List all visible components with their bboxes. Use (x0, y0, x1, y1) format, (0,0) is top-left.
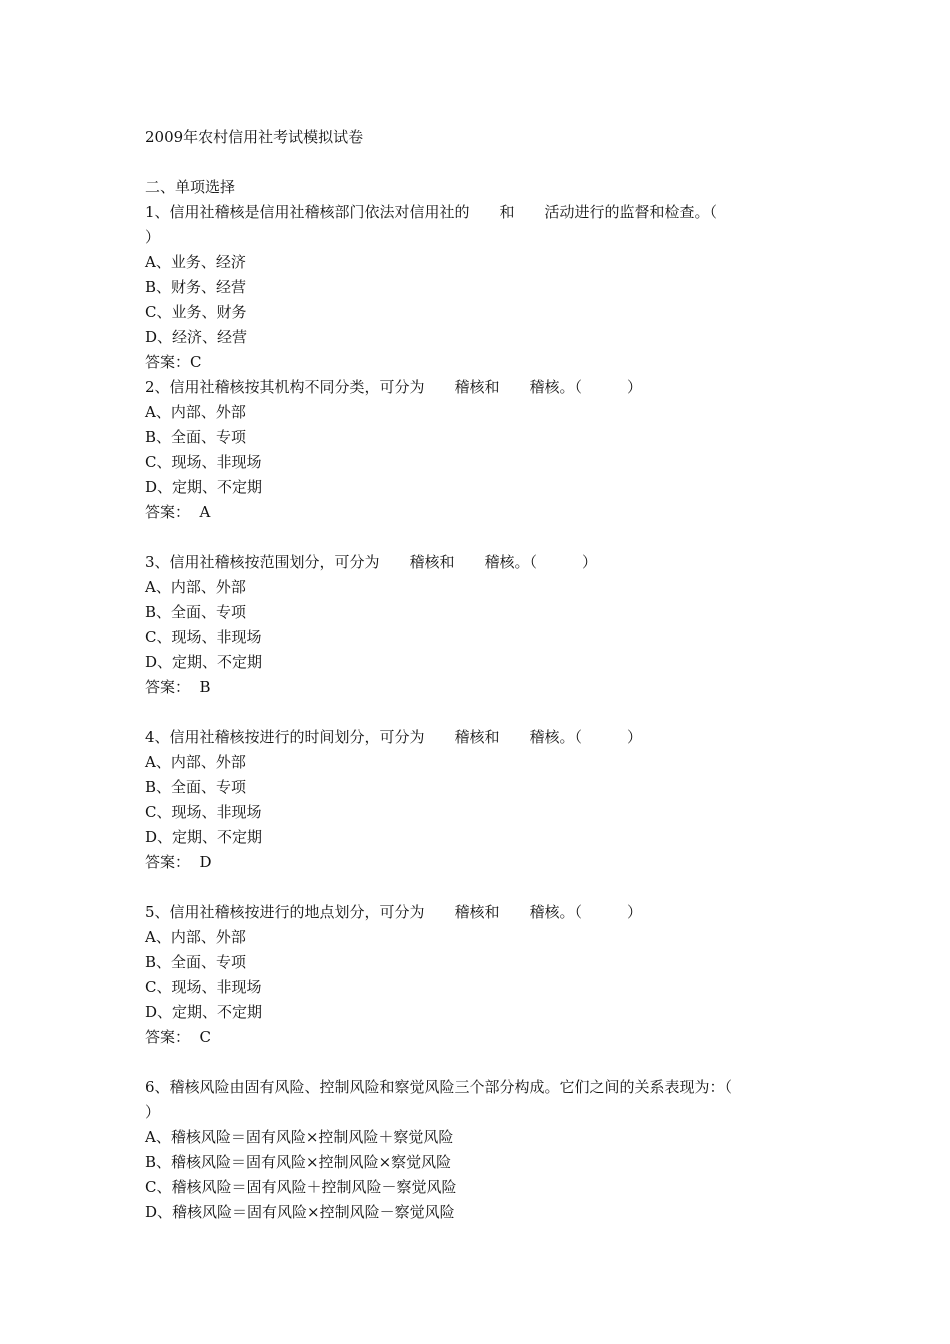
option-c: C、稽核风险＝固有风险＋控制风险－察觉风险 (145, 1178, 457, 1196)
section-heading: 二、单项选择 (145, 178, 236, 196)
question-2 (145, 375, 810, 525)
document-page (145, 125, 810, 1225)
option-c: C、现场、非现场 (145, 453, 262, 471)
option-c: C、现场、非现场 (145, 978, 262, 996)
option-b: B、全面、专项 (145, 603, 247, 621)
option-a: A、内部、外部 (145, 578, 246, 596)
option-b: B、财务、经营 (145, 278, 247, 296)
spacer (145, 875, 810, 900)
question-4 (145, 725, 810, 875)
option-d: D、定期、不定期 (145, 653, 263, 671)
question-stem: 2、信用社稽核按其机构不同分类，可分为 稽核和 稽核。（ ） (145, 378, 643, 396)
spacer (145, 700, 810, 725)
document-title: 2009年农村信用社考试模拟试卷 (145, 128, 364, 146)
question-stem: 1、信用社稽核是信用社稽核部门依法对信用社的 和 活动进行的监督和检查。（ (145, 203, 718, 221)
question-stem-continued: ） (145, 1103, 161, 1121)
question-stem: 3、信用社稽核按范围划分，可分为 稽核和 稽核。（ ） (145, 553, 598, 571)
option-c: C、现场、非现场 (145, 628, 262, 646)
question-1 (145, 200, 810, 375)
question-stem: 5、信用社稽核按进行的地点划分，可分为 稽核和 稽核。（ ） (145, 903, 643, 921)
question-6 (145, 1075, 810, 1225)
question-stem: 6、稽核风险由固有风险、控制风险和察觉风险三个部分构成。它们之间的关系表现为：（ (145, 1078, 733, 1096)
answer: 答案： C (145, 1028, 212, 1046)
option-a: A、内部、外部 (145, 403, 246, 421)
option-d: D、定期、不定期 (145, 828, 263, 846)
answer: 答案： A (145, 503, 211, 521)
option-b: B、全面、专项 (145, 953, 247, 971)
option-d: D、定期、不定期 (145, 1003, 263, 1021)
question-stem-continued: ） (145, 228, 161, 246)
question-stem: 4、信用社稽核按进行的时间划分，可分为 稽核和 稽核。（ ） (145, 728, 643, 746)
option-d: D、经济、经营 (145, 328, 248, 346)
answer: 答案： D (145, 853, 212, 871)
answer: 答案：C (145, 353, 202, 371)
option-a: A、内部、外部 (145, 753, 246, 771)
option-a: A、业务、经济 (145, 253, 246, 271)
option-b: B、全面、专项 (145, 778, 247, 796)
option-d: D、稽核风险＝固有风险×控制风险－察觉风险 (145, 1203, 455, 1221)
option-c: C、现场、非现场 (145, 803, 262, 821)
option-c: C、业务、财务 (145, 303, 247, 321)
answer: 答案： B (145, 678, 211, 696)
option-b: B、全面、专项 (145, 428, 247, 446)
question-3 (145, 550, 810, 700)
spacer (145, 1050, 810, 1075)
option-b: B、稽核风险＝固有风险×控制风险×察觉风险 (145, 1153, 452, 1171)
option-a: A、稽核风险＝固有风险×控制风险＋察觉风险 (145, 1128, 454, 1146)
option-d: D、定期、不定期 (145, 478, 263, 496)
option-a: A、内部、外部 (145, 928, 246, 946)
spacer (145, 525, 810, 550)
question-5 (145, 900, 810, 1050)
